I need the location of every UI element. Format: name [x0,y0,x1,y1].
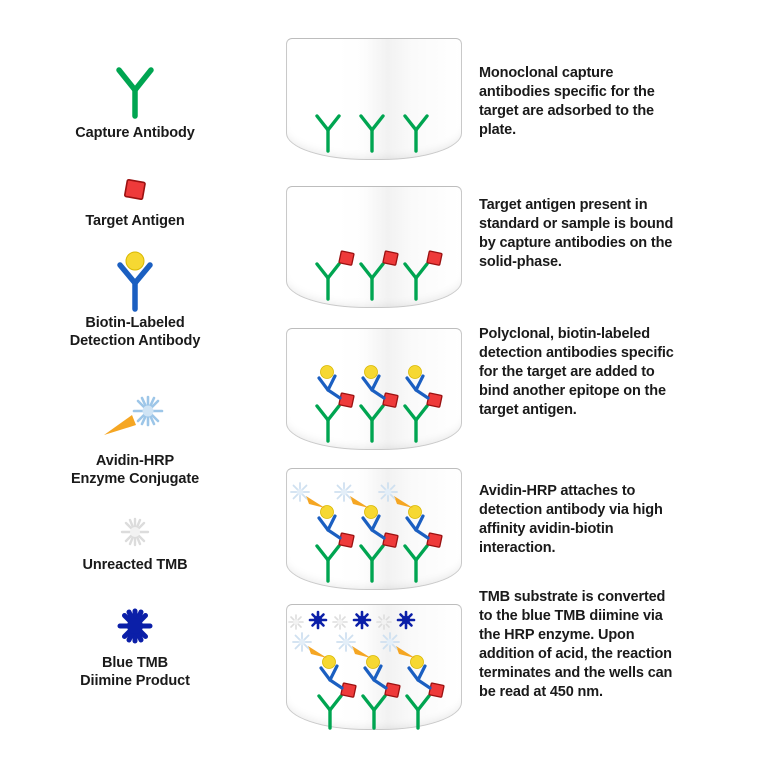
well-contents-step-2 [286,186,462,308]
well-step-4 [286,468,462,590]
unreacted-tmb-icon [0,510,270,554]
legend-item-biotin-detection-antibody [0,252,270,350]
legend-label-biotin-detection-antibody [0,314,270,350]
legend-label-target-antigen: Target Antigen [85,213,185,229]
legend-label-unreacted-tmb: Unreacted TMB [82,557,188,573]
legend-label-blue-tmb-diimine [0,654,270,690]
well-step-1 [286,38,462,160]
well-step-5 [286,604,462,730]
well-contents-step-4 [286,468,462,590]
legend-item-avidin-hrp [0,390,270,488]
well-contents-step-1 [286,38,462,160]
legend-label-line-2: Detection Antibody [69,333,201,350]
legend-label-capture-antibody: Capture Antibody [75,125,195,141]
legend-item-target-antigen [0,170,270,230]
legend-label-avidin-hrp [0,452,270,488]
legend-label-line-2: Enzyme Conjugate [70,471,200,488]
legend-item-unreacted-tmb [0,510,270,574]
caption-step-2: Target antigen present in standard or sample is bound by capture antibodies on the solid-phase. [479,197,674,270]
legend-label-line-1: Biotin-Labeled [85,315,185,331]
caption-step-4: Avidin-HRP attaches to detection antibody via high affinity avidin-biotin interaction. [479,483,663,556]
target-antigen-icon [0,170,270,210]
caption-step-5: TMB substrate is converted to the blue TMB diimine via the HRP enzyme. Upon addition of acid, the reaction terminates and the wells can be read at 450 nm. [479,589,673,700]
legend-item-blue-tmb-diimine [0,600,270,690]
blue-tmb-diimine-product-icon [0,600,270,652]
well-contents-step-5 [286,604,462,730]
legend-label-line-1: Avidin-HRP [95,453,175,469]
well-contents-step-3 [286,328,462,450]
biotin-labeled-detection-antibody-icon [0,252,270,312]
legend-label-line-1: Blue TMB [101,655,169,671]
avidin-hrp-enzyme-conjugate-icon [0,390,270,450]
well-step-2 [286,186,462,308]
caption-step-1: Monoclonal capture antibodies specific for the target are adsorbed to the plate. [479,65,655,138]
capture-antibody-icon [0,62,270,122]
legend-item-capture-antibody [0,62,270,142]
well-step-3 [286,328,462,450]
caption-step-3: Polyclonal, biotin-labeled detection antibodies specific for the target are added to bind another epitope on the target antigen. [479,326,674,418]
legend-label-line-2: Diimine Product [80,673,190,690]
